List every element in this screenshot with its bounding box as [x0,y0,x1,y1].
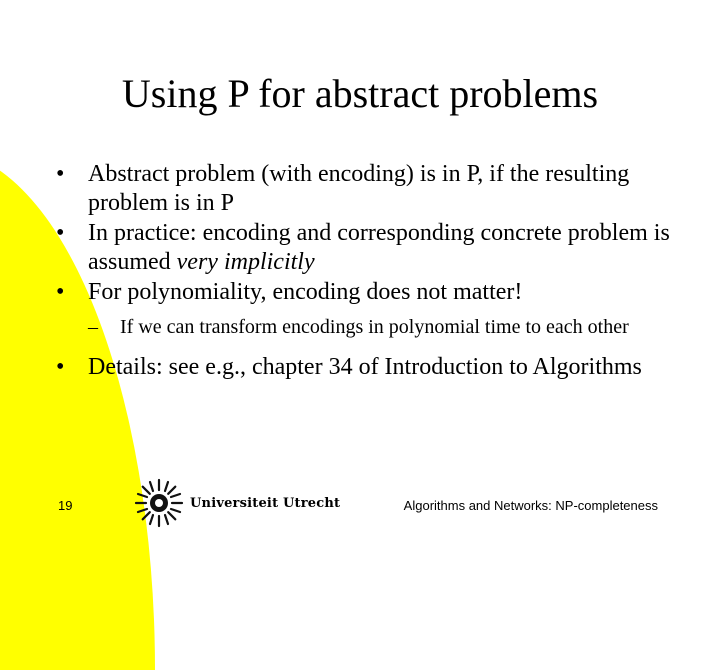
bullet-item [56,353,676,382]
bullet-text: In practice: encoding and corresponding concrete problem is assumed [88,220,670,275]
bullet-marker: • [56,161,65,187]
sub-bullet-text: If we can transform encodings in polynomial time to each other [120,316,629,338]
bullet-marker: • [56,220,65,246]
page-number: 19 [58,498,73,513]
bullet-item [56,160,676,218]
university-name: Universiteit Utrecht [190,496,341,511]
sub-bullet-item [88,315,676,339]
bullet-marker: • [56,279,65,305]
university-seal-icon [134,478,184,528]
slide-title: Using P for abstract problems [121,71,599,116]
bullet-item [56,219,676,277]
bullet-text: For polynomiality, encoding does not matter! [88,279,523,305]
bullet-marker: • [56,354,65,380]
bullet-item [56,278,676,307]
sub-bullet-marker: – [88,316,98,338]
bullet-text: Abstract problem (with encoding) is in P, if the resulting problem is in P [88,161,630,216]
course-title: Algorithms and Networks: NP-completeness [403,498,658,513]
bullet-text-emphasis: very implicitly [176,249,315,275]
bullet-text: Details: see e.g., chapter 34 of Introduction to Algorithms [88,354,642,380]
bullet-list [56,160,676,383]
